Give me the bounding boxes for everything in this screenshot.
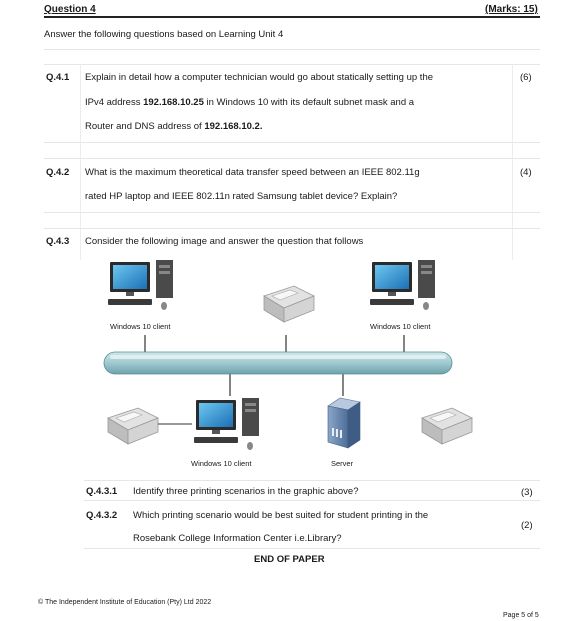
q432-line2: Rosebank College Information Center i.e.Library? <box>133 533 342 544</box>
q431-text: Identify three printing scenarios in the graphic above? <box>133 486 359 497</box>
instruction-text: Answer the following questions based on Learning Unit 4 <box>44 29 284 40</box>
q432-marks: (2) <box>521 520 533 531</box>
q42-marks: (4) <box>520 167 532 178</box>
table-rule <box>84 500 540 501</box>
label-server: Server <box>331 459 354 468</box>
q41-line2-text-end: in Windows 10 with its default subnet mask and a <box>203 97 415 108</box>
q43-text: Consider the following image and answer the question that follows <box>85 236 364 247</box>
end-of-paper: END OF PAPER <box>254 554 325 565</box>
q41-router-address: 192.168.10.2. <box>204 121 263 132</box>
q42-line1: What is the maximum theoretical data transfer speed between an IEEE 802.11g <box>85 167 420 178</box>
q432-number: Q.4.3.2 <box>86 510 118 521</box>
q41-line2-text: IPv4 address <box>85 97 144 108</box>
printer-icon-bottom-right <box>422 408 472 444</box>
q432-line1: Which printing scenario would be best suited for student printing in the <box>133 510 429 521</box>
total-marks: (Marks: 15) <box>485 4 538 15</box>
q41-ip-address: 192.168.10.25 <box>143 97 204 108</box>
q41-line3-text: Router and DNS address of <box>85 121 205 132</box>
label-client-right: Windows 10 client <box>370 322 431 331</box>
q41-line1: Explain in detail how a computer technician would go about statically setting up the <box>85 72 434 83</box>
table-rule <box>84 480 540 481</box>
printer-icon-bottom-left <box>108 408 158 444</box>
computer-icon-right <box>370 260 435 310</box>
q431-number: Q.4.3.1 <box>86 486 118 497</box>
label-client-bottom: Windows 10 client <box>191 459 252 468</box>
question-title: Question 4 <box>44 4 96 15</box>
q42-number: Q.4.2 <box>46 167 70 178</box>
q431-marks: (3) <box>521 487 533 498</box>
computer-icon-left <box>108 260 173 310</box>
footer-copyright: © The Independent Institute of Education (Pty) Ltd 2022 <box>38 599 212 606</box>
printer-icon-top <box>264 286 314 322</box>
network-bus-highlight <box>110 355 446 359</box>
computer-icon-bottom <box>194 398 259 450</box>
q42-line2: rated HP laptop and IEEE 802.11n rated Samsung tablet device? Explain? <box>85 191 398 202</box>
table-rule <box>84 548 540 549</box>
label-client-left: Windows 10 client <box>110 322 171 331</box>
server-icon <box>328 398 360 448</box>
q43-number: Q.4.3 <box>46 236 70 247</box>
footer-page-number: Page 5 of 5 <box>503 612 539 619</box>
q41-marks: (6) <box>520 72 532 83</box>
q41-number: Q.4.1 <box>46 72 70 83</box>
